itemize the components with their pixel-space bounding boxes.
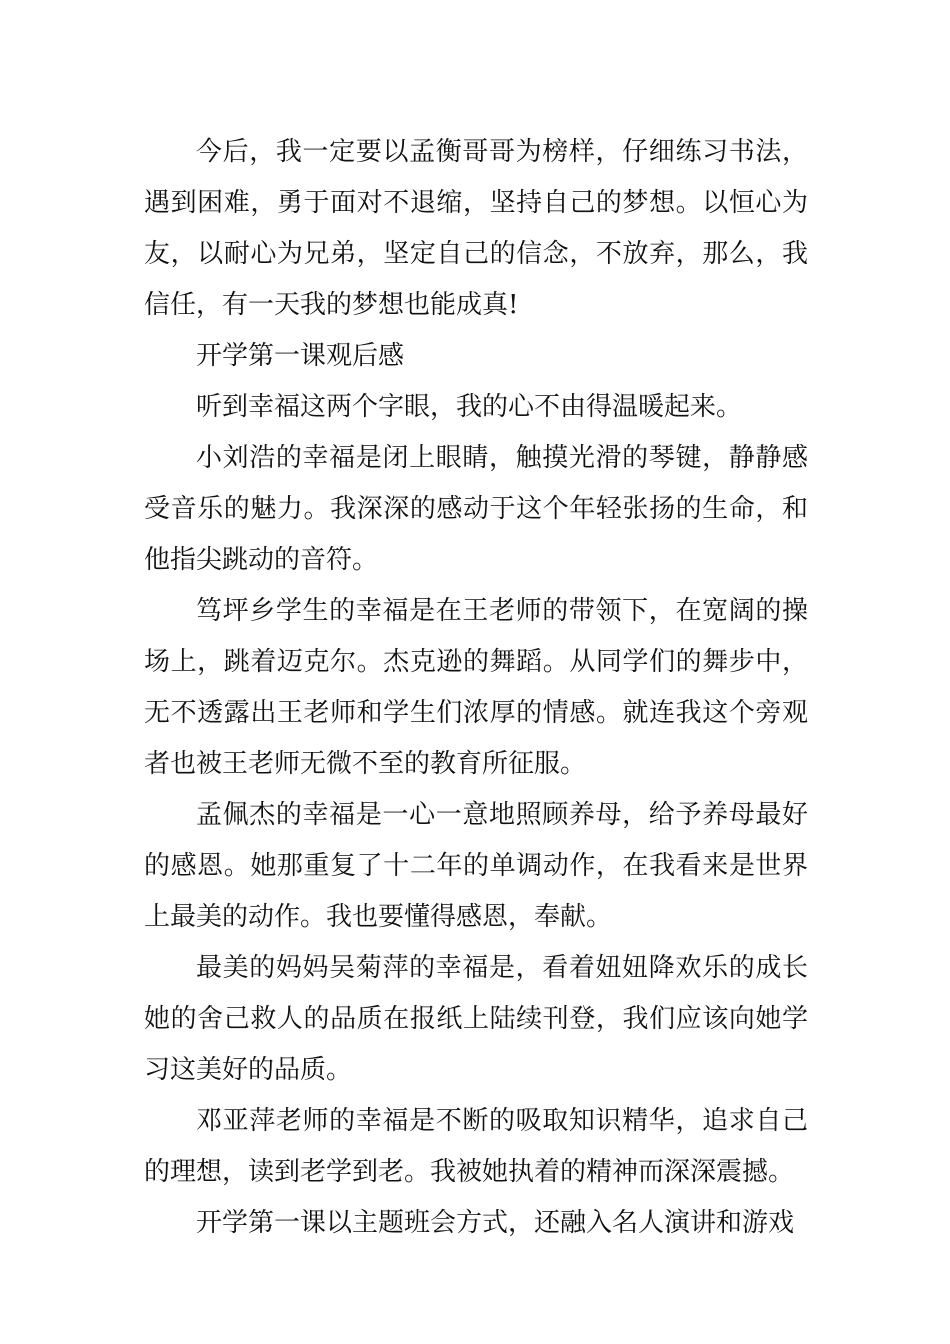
paragraph-3: 听到幸福这两个字眼，我的心不由得温暖起来。: [196, 392, 743, 422]
paragraph-5: 笃坪乡学生的幸福是在王老师的带领下，在宽阔的操场上，跳着迈克尔。杰克逊的舞蹈。从同学们的舞步中，无不透露出王老师和学生们浓厚的情感。就连我这个旁观者也被王老师无微不至的教育所征服。: [144, 596, 808, 779]
paragraph-4: 小刘浩的幸福是闭上眼睛，触摸光滑的琴键，静静感受音乐的魅力。我深深的感动于这个年轻张扬的生命，和他指尖跳动的音符。: [144, 443, 808, 575]
document-body: [144, 127, 808, 1249]
paragraph-7: 最美的妈妈吴菊萍的幸福是，看着妞妞降欢乐的成长她的舍己救人的品质在报纸上陆续刊登，我们应该向她学习这美好的品质。: [144, 953, 808, 1085]
paragraph-2-heading: 开学第一课观后感: [196, 341, 405, 371]
paragraph-1: 今后，我一定要以孟衡哥哥为榜样，仔细练习书法，遇到困难，勇于面对不退缩，坚持自己的梦想。以恒心为友，以耐心为兄弟，坚定自己的信念，不放弃，那么，我信任，有一天我的梦想也能成真!: [144, 137, 808, 320]
paragraph-6: 孟佩杰的幸福是一心一意地照顾养母，给予养母最好的感恩。她那重复了十二年的单调动作，在我看来是世界上最美的动作。我也要懂得感恩，奉献。: [144, 800, 808, 932]
paragraph-9: 开学第一课以主题班会方式，还融入名人演讲和游戏: [196, 1208, 795, 1238]
paragraph-8: 邓亚萍老师的幸福是不断的吸取知识精华，追求自己的理想，读到老学到老。我被她执着的精神而深深震撼。: [144, 1106, 808, 1187]
